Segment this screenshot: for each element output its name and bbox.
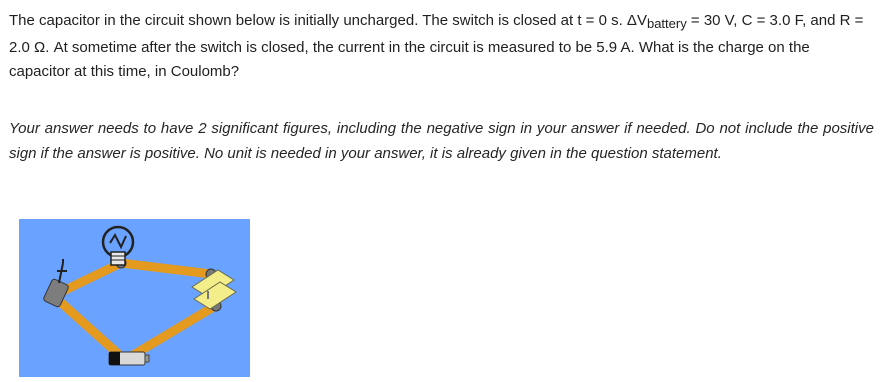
question-part1: The capacitor in the circuit shown below is initially uncharged. The switch is closed at t = 0 s. ΔV	[9, 12, 647, 29]
answer-instructions: Your answer needs to have 2 significant figures, including the negative sign in your answer if needed. Do not include the positive sign if the answer is positive. No unit is needed in your answer, it is already given in the question statement.	[9, 120, 874, 162]
circuit-wires	[57, 263, 216, 360]
light-bulb-icon	[103, 227, 133, 265]
circuit-diagram	[19, 219, 250, 377]
circuit-drawing	[19, 219, 250, 377]
question-paragraph	[9, 9, 874, 84]
wire-top	[121, 263, 211, 274]
battery-subscript: battery	[646, 16, 687, 31]
question-text	[9, 9, 874, 84]
question-part2: = 30 V, C = 3.0 F, and R = 2.0 Ω. At sometime after the switch is closed, the current in the circuit is measured to be 5.9 A. What is the charge on the capacitor at this time, in Coulomb?	[9, 12, 864, 80]
battery-icon	[109, 352, 149, 365]
wire-bottom-left	[57, 299, 125, 360]
